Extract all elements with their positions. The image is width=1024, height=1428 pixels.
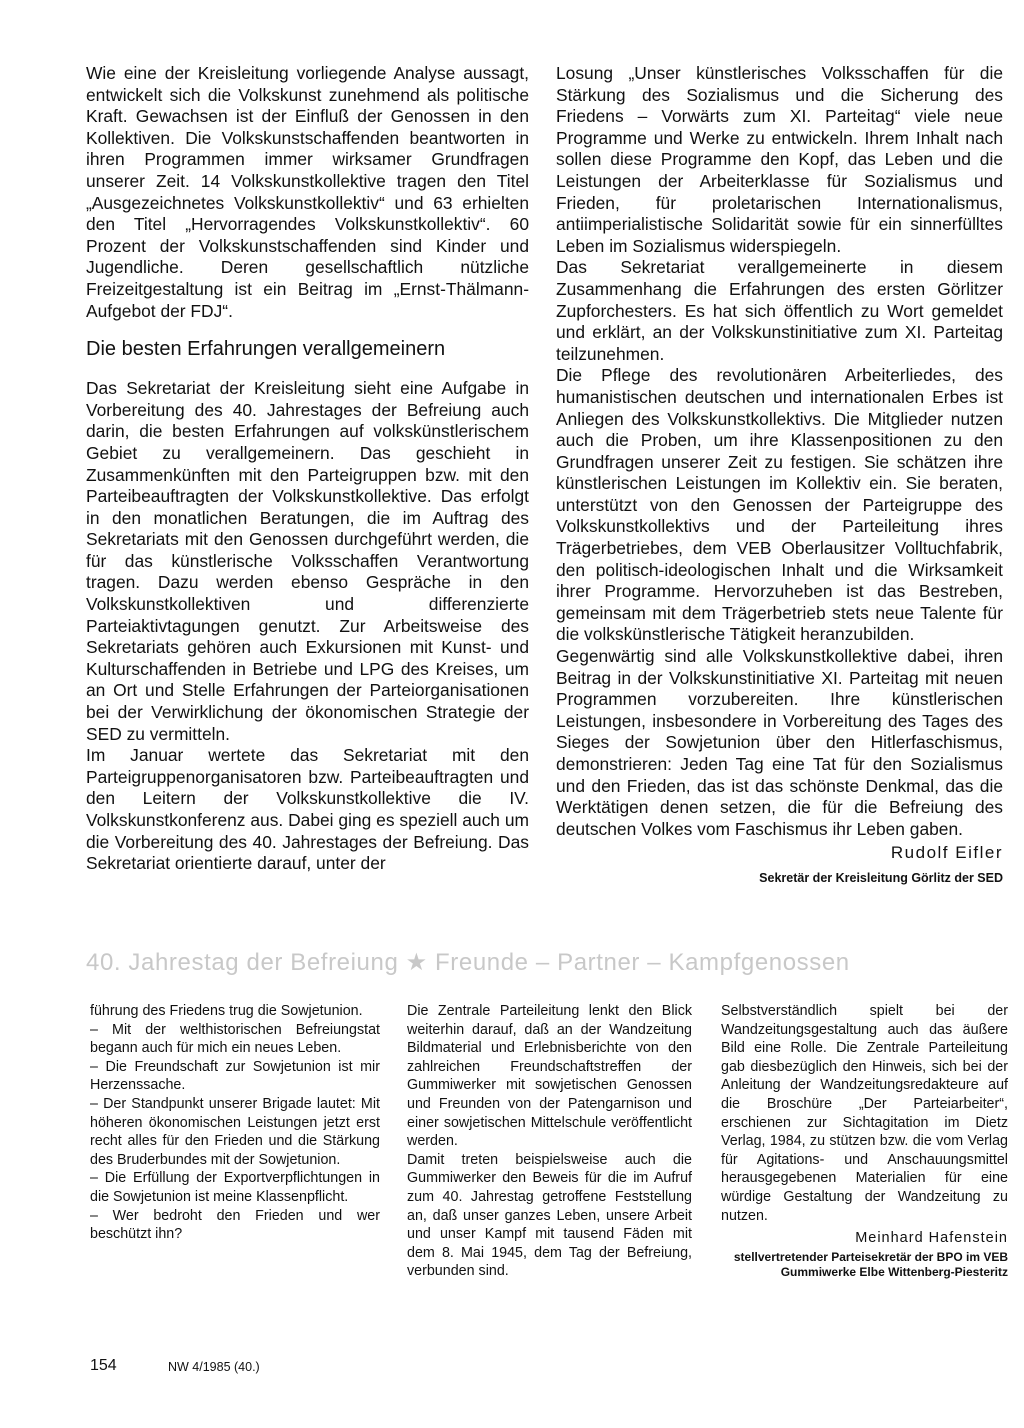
section-banner: 40. Jahrestag der Befreiung ★ Freunde – Partner – Kampfgenossen (86, 949, 850, 976)
issue-label: NW 4/1985 (40.) (168, 1360, 260, 1374)
article-column-bottom-3 (721, 1002, 1008, 1332)
list-item: – Die Erfüllung der Exportverpflichtungen in die Sowjetunion ist meine Klassenpflicht. (90, 1170, 380, 1205)
author-role: stellvertretender Parteisekretär der BPO im VEB Gummiwerke Elbe Wittenberg-Piesteritz (733, 1249, 1008, 1279)
section-heading: Die besten Erfahrungen verallgemeinern (86, 338, 446, 361)
article-column-right (556, 63, 1003, 933)
page-number: 154 (90, 1357, 117, 1374)
paragraph: Selbstverständlich spielt bei der Wandzeitungsgestaltung auch das äußere Bild eine Rolle. Die Zentrale Parteileitung gab diesbezüglich den Hinweis, sich bei der Anleitung der Wandzeitungsredakteure auf die Broschüre „Der Parteiarbeiter“, erschienen zur Sichtagitation im Dietz Verlag, 1984, zu stützen bzw. die vom Verlag für Agitations- und Anschauungsmittel herausgegebenen Materialien für eine würdige Gestaltung der Wandzeitung zu nutzen. (721, 1003, 1008, 1224)
list-item: – Wer bedroht den Frieden und wer beschützt ihn? (90, 1207, 380, 1243)
author-name: Meinhard Hafenstein (855, 1230, 1008, 1247)
author-name: Rudolf Eifler (890, 843, 1003, 863)
list-item: – Mit der welthistorischen Befreiungstat begann auch für mich ein neues Leben. (90, 1021, 380, 1057)
article-column-bottom-2 (407, 1002, 692, 1332)
paragraph: Das Sekretariat verallgemeinerte in diesem Zusammenhang die Erfahrungen des ersten Görlitzer Zupforchesters. Es hat sich öffentlich zu Wort gemeldet und erklärt, an der Volkskunstinitiative zum XI. Parteitag teilzunehmen. (556, 257, 1003, 364)
article-column-bottom-1 (90, 1002, 380, 1332)
list-item: führung des Friedens trug die Sowjetunion. (90, 1003, 363, 1019)
paragraph: Losung „Unser künstlerisches Volksschaffen für die Stärkung des Sozialismus und die Sicherung des Friedens – Vorwärts zum XI. Parteitag“ viele neue Programme und Werke zu entwickeln. Ihrem Inhalt nach sollen diese Programme den Kopf, das Leben und die Leistungen der Arbeiterklasse für Sozialismus und Frieden, für proletarischen Internationalismus, antiimperialistische Solidarität sowie für ein sinnerfülltes Leben im Sozialismus widerspiegeln. (556, 63, 1003, 256)
paragraph: Damit treten beispielsweise auch die Gummiwerker den Beweis für die im Aufruf zum 40. Jahrestag getroffene Feststellung an, daß unser ganzes Leben, unsere Arbeit und unser Kampf mit tausend Fäden mit dem 8. Mai 1945, dem Tag der Befreiung, verbunden sind. (407, 1151, 692, 1280)
list-item: – Der Standpunkt unserer Brigade lautet: Mit höheren ökonomischen Leistungen jetzt erst recht alles für den Frieden und die Stärkung des Bruderbundes mit der Sowjetunion. (90, 1095, 380, 1168)
paragraph: Die Zentrale Parteileitung lenkt den Blick weiterhin darauf, daß an der Wandzeitung Bildmaterial und Erlebnisberichte von den zahlreichen Freundschaftstreffen der Gummiwerker mit sowjetischen Genossen und Freunden von der Patengarnison und einer sowjetischen Mittelschule veröffentlicht werden. (407, 1003, 692, 1150)
author-role: Sekretär der Kreisleitung Görlitz der SED (759, 870, 1003, 885)
paragraph: Wie eine der Kreisleitung vorliegende Analyse aussagt, entwickelt sich die Volkskunst zunehmend als politische Kraft. Gewachsen ist der Einfluß der Genossen in den Kollektiven. Die Volkskunstschaffenden beantworten in ihren Programmen immer wirksamer Grundfragen unserer Zeit. 14 Volkskunstkollektive tragen den Titel „Ausgezeichnetes Volkskunstkollektiv“ und 63 erhielten den Titel „Hervorragendes Volkskunstkollektiv“. 60 Prozent der Volkskunstschaffenden sind Kinder und Jugendliche. Deren gesellschaftlich nützliche Freizeitgestaltung ist ein Beitrag im „Ernst-Thälmann-Aufgebot der FDJ“. (86, 63, 529, 321)
paragraph: Das Sekretariat der Kreisleitung sieht eine Aufgabe in Vorbereitung des 40. Jahrestages der Befreiung auch darin, die besten Erfahrungen auf volkskünstlerischem Gebiet zu verallgemeinern. Das geschieht in Zusammenkünften mit den Parteigruppen bzw. mit den Parteibeauftragten der Volkskunstkollektive. Das erfolgt in den monatlichen Beratungen, die im Auftrag des Sekretariats mit den Genossen durchgeführt werden, die für das künstlerische Volksschaffen Verantwortung tragen. Dazu werden ebenso Gespräche in den Volkskunstkollektiven und differenzierte Parteiaktivtagungen genutzt. Zur Arbeitsweise des Sekretariats gehören auch Exkursionen mit Kunst- und Kulturschaffenden in Betriebe und LPG des Kreises, um an Ort und Stelle Erfahrungen der Parteiorganisationen bei der Verwirklichung der ökonomischen Strategie der SED zu vermitteln. (86, 378, 529, 744)
paragraph: Die Pflege des revolutionären Arbeiterliedes, des humanistischen deutschen und internationalen Erbes ist Anliegen des Volkskunstkollektivs. Die Mitglieder nutzen auch die Proben, um ihre Klassenpositionen zu den Grundfragen unserer Zeit zu festigen. Sie schätzen ihre künstlerischen Leistungen im Kollektiv ein. Sie beraten, unterstützt von den Genossen der Parteigruppe des Volkskunstkollektivs und der Parteileitung ihres Trägerbetriebes, dem VEB Oberlausitzer Volltuchfabrik, den politisch-ideologischen Inhalt und die Wirksamkeit ihrer Programme. Hervorzuheben ist das Bestreben, gemeinsam mit dem Trägerbetrieb stets neue Talente für die volkskünstlerische Tätigkeit heranzubilden. (556, 365, 1003, 645)
paragraph: Gegenwärtig sind alle Volkskunstkollektive dabei, ihren Beitrag in der Volkskunstinitiative XI. Parteitag mit neuen Programmen vorzubereiten. Ihre künstlerischen Leistungen, insbesondere in Vorbereitung des Tages des Sieges der Sowjetunion über den Hitlerfaschismus, demonstrieren: Jeden Tag eine Tat für den Sozialismus und den Frieden, das ist das schönste Denkmal, das die Werktätigen denen setzen, die für die Befreiung des deutschen Volkes vom Faschismus ihr Leben gaben. (556, 646, 1003, 839)
article-column-left (86, 63, 529, 933)
paragraph: Im Januar wertete das Sekretariat mit den Parteigruppenorganisatoren bzw. Parteibeauftragten und den Leitern der Volkskunstkollektive die IV. Volkskunstkonferenz aus. Dabei ging es speziell auch um die Vorbereitung des 40. Jahrestages der Befreiung. Das Sekretariat orientierte darauf, unter der (86, 745, 529, 874)
list-item: – Die Freundschaft zur Sowjetunion ist mir Herzenssache. (90, 1058, 380, 1094)
